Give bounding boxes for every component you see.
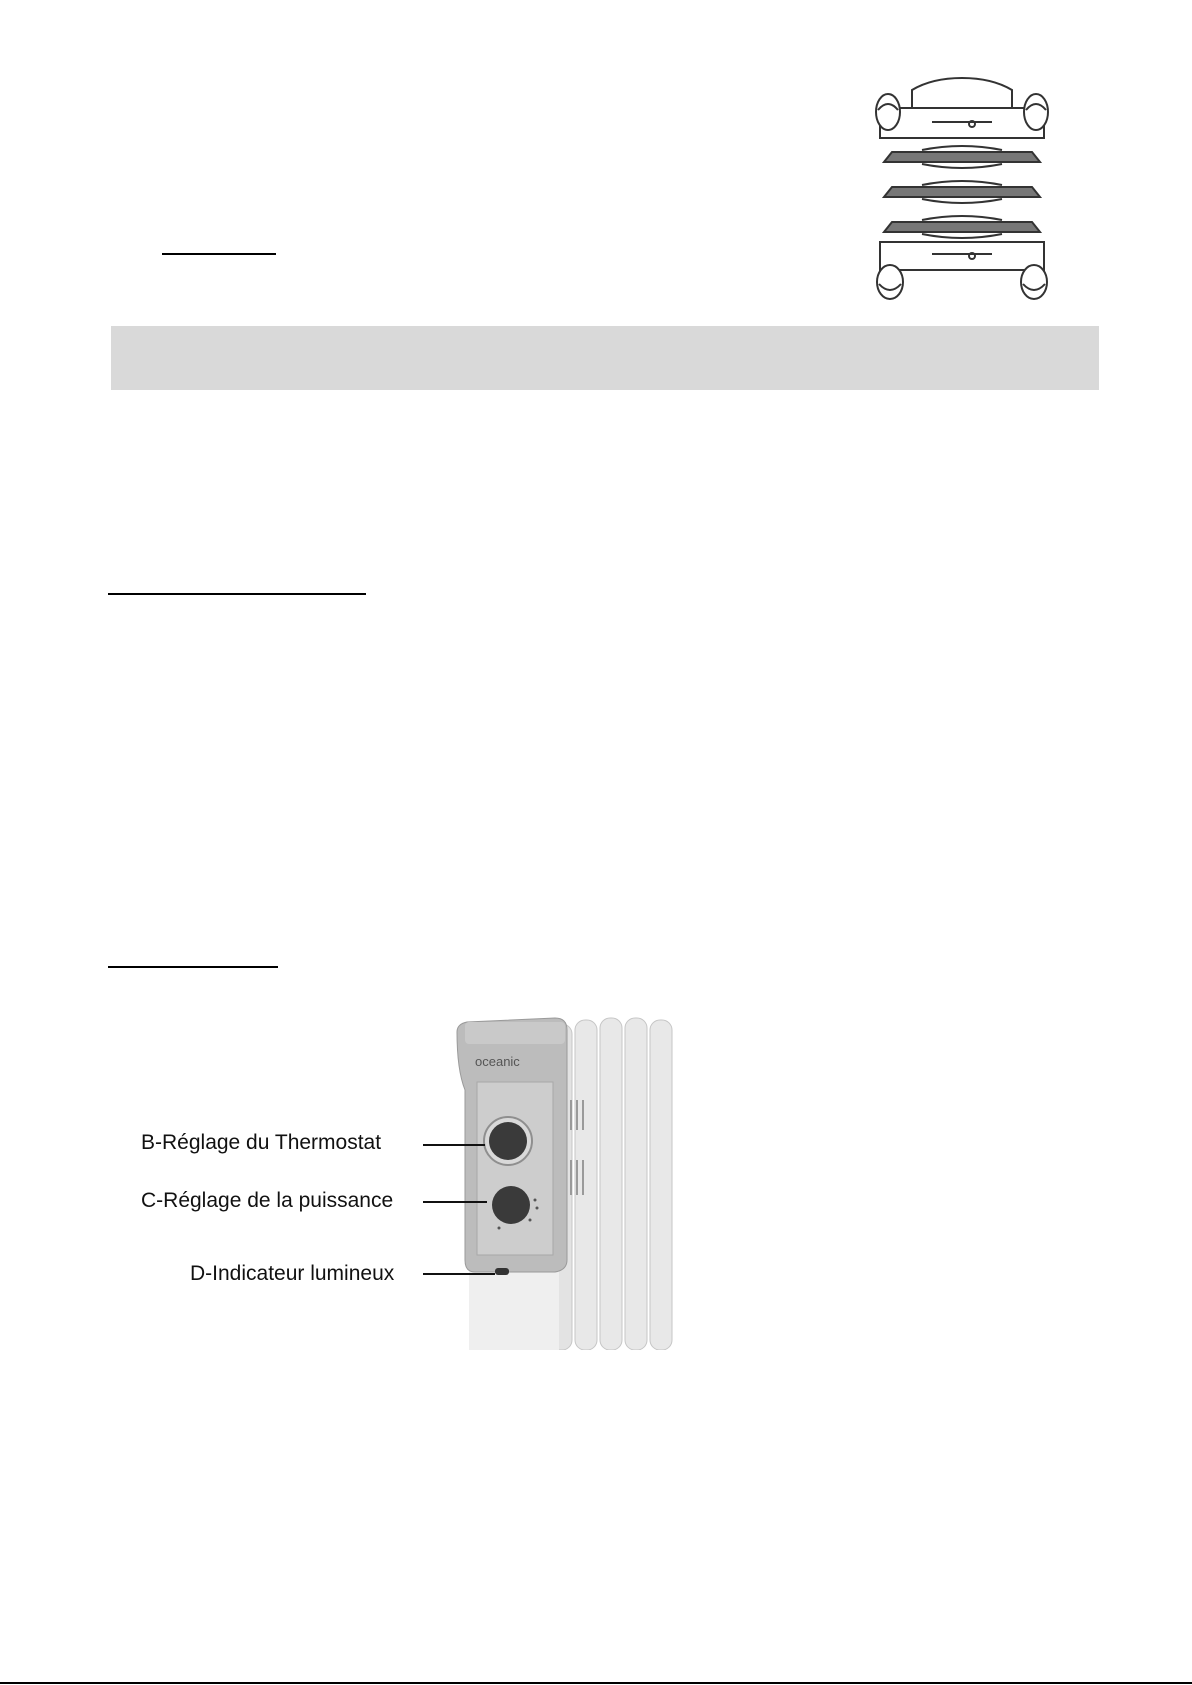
indicator-light	[495, 1268, 509, 1275]
section-band	[111, 326, 1099, 390]
callout-line	[423, 1201, 487, 1203]
callout-line	[423, 1273, 495, 1275]
underline-rule	[108, 966, 278, 968]
assembly-drawing	[872, 72, 1052, 302]
underline-rule	[162, 253, 276, 255]
callout-indicator-label: D-Indicateur lumineux	[190, 1262, 395, 1285]
footer-rule	[0, 1682, 1192, 1684]
heater-photo	[455, 1010, 680, 1350]
underline-rule	[108, 593, 366, 595]
thermostat-knob	[489, 1122, 527, 1160]
power-knob	[492, 1186, 530, 1224]
brand-logo: oceanic	[475, 1054, 520, 1069]
callout-thermostat-label: B-Réglage du Thermostat	[141, 1131, 382, 1154]
callout-line	[423, 1144, 485, 1146]
callout-power-label: C-Réglage de la puissance	[141, 1189, 394, 1212]
